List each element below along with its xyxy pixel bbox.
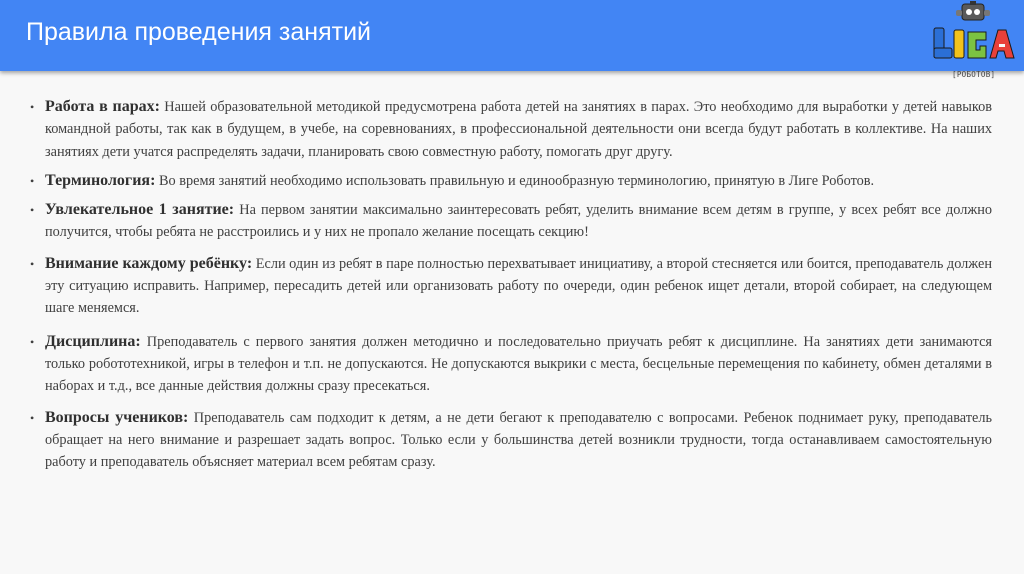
bullet-icon: • (30, 334, 35, 349)
bullet-icon: • (30, 410, 35, 425)
page-title: Правила проведения занятий (26, 18, 371, 46)
bullet-icon: • (30, 256, 35, 271)
list-item (30, 199, 992, 244)
list-item (30, 407, 992, 474)
item-term: Увлекательное 1 занятие: (45, 201, 235, 219)
rules-list (30, 96, 992, 473)
list-item (30, 253, 992, 320)
bullet-icon: • (30, 173, 35, 188)
bullet-icon: • (30, 100, 35, 114)
item-text: Во время занятий необходимо использовать правильную и единообразную терминологию, принятую в Лиге Роботов. (155, 172, 875, 189)
logo-caption: [РОБОТОВ] (952, 70, 996, 79)
slide-header (0, 0, 1024, 71)
list-item (30, 170, 992, 192)
item-text: На первом занятии максимально заинтересовать ребят, уделить внимание всем детям в группе, у всех ребят все должно получится, чтобы ребята не расстроились и у них не пропало желание посещать секцию! (45, 202, 993, 241)
item-text: Нашей образовательной методикой предусмотрена работа детей на занятиях в парах. Это необходимо для выработки у детей навыков командной работы, так как в будущем, в учебе, на соревнованиях, в профессиональной деятельности они всегда будут работать в коллективе. На наших занятиях дети учатся распределять задачи, планировать свою совместную работу, помогать друг другу. (45, 99, 992, 160)
item-term: Дисциплина: (45, 332, 141, 350)
list-item (30, 331, 992, 398)
item-text: Если один из ребят в паре полностью перехватывает инициативу, а второй стесняется или боится, преподаватель должен эту ситуацию исправить. Например, пересадить детей или организовать работу по очереди, один ребенок ищет детали, второй собирает, на следующем шаге меняемся. (45, 255, 992, 317)
list-item (30, 96, 992, 163)
item-term: Работа в парах: (45, 98, 160, 115)
bullet-icon: • (30, 203, 35, 218)
item-term: Терминология: (45, 171, 156, 189)
item-text: Преподаватель сам подходит к детям, а не дети бегают к преподавателю с вопросами. Ребенок поднимает руку, преподаватель обращает на него внимание и разрешает задать вопрос. Только если у большинства детей возникли трудности, тогда останавливаем самостоятельную работу и преподаватель объясняет материал всем ребятам сразу. (45, 409, 992, 471)
item-term: Внимание каждому ребёнку: (45, 254, 253, 272)
liga-robotov-logo (926, 0, 1018, 84)
item-text: Преподаватель с первого занятия должен методично и последовательно приучать ребят к дисциплине. На занятиях дети занимаются только робототехникой, игры в телефон и т.п. не допускаются. Не допускаются выкрики с места, бесцельные перемещения по кабинету, обмен деталями в наборах и т.д., все данные действия должны сразу пресекаться. (45, 333, 992, 395)
item-term: Вопросы учеников: (45, 408, 189, 426)
